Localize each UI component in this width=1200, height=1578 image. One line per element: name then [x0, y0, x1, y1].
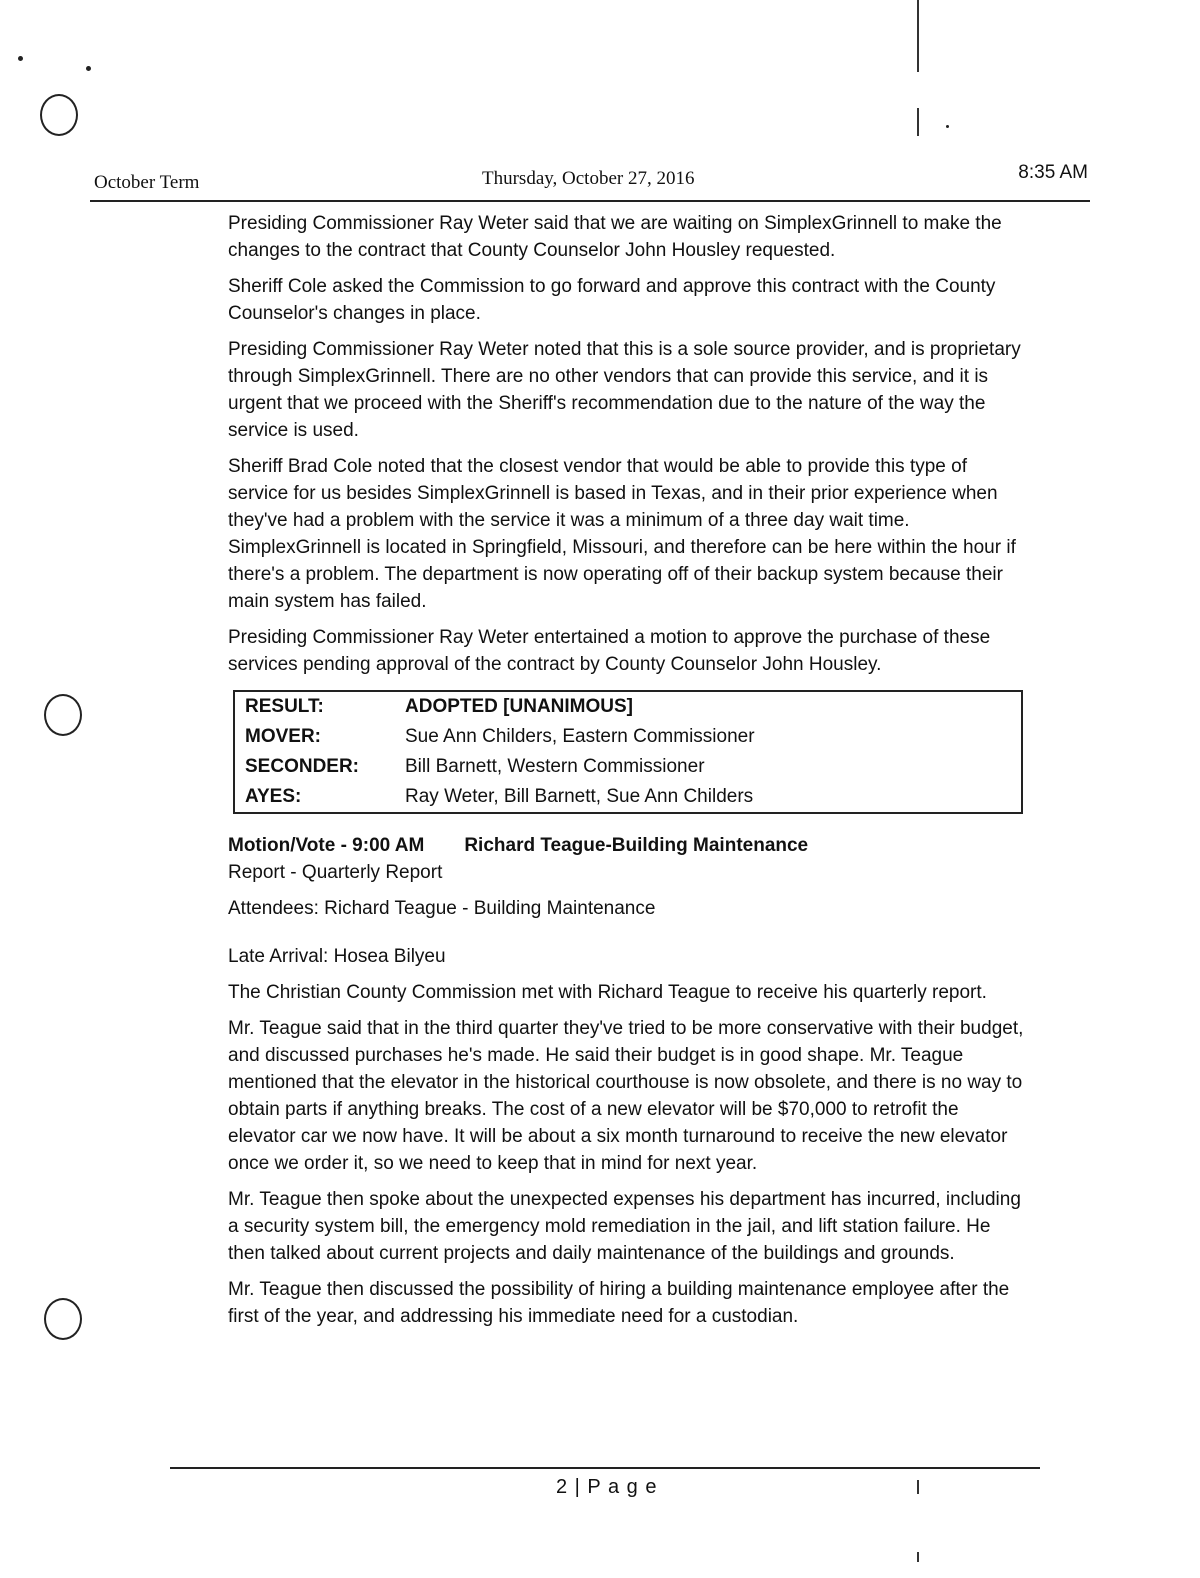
minutes-body: [228, 210, 1028, 1339]
vote-value: Sue Ann Childers, Eastern Commissioner: [405, 726, 755, 747]
scan-speck: [946, 125, 949, 128]
paragraph: The Christian County Commission met with Richard Teague to receive his quarterly report.: [228, 982, 987, 1003]
page-number: 2 | P a g e: [556, 1476, 658, 1498]
paragraph: Presiding Commissioner Ray Weter said that we are waiting on SimplexGrinnell to make the changes to the contract that County Counselor John Housley requested.: [228, 213, 1002, 261]
paragraph: Mr. Teague then discussed the possibility of hiring a building maintenance employee after the first of the year, and addressing his immediate need for a custodian.: [228, 1279, 1010, 1327]
paragraph: Presiding Commissioner Ray Weter entertained a motion to approve the purchase of these services pending approval of the contract by County Counselor John Housley.: [228, 627, 991, 675]
scan-line: [917, 108, 919, 136]
vote-row-seconder: [234, 752, 1022, 782]
vote-label: SECONDER:: [245, 756, 360, 777]
vote-label: RESULT:: [245, 696, 324, 717]
punch-hole-icon: [44, 1298, 82, 1340]
item-type-time: Motion/Vote - 9:00 AM: [228, 835, 425, 856]
item-report: Report - Quarterly Report: [228, 862, 443, 883]
meeting-time: 8:35 AM: [1018, 162, 1088, 183]
scan-speck: [18, 56, 23, 61]
paragraph: Sheriff Cole asked the Commission to go forward and approve this contract with the County Counselor's changes in place.: [228, 276, 996, 324]
paragraph: Mr. Teague then spoke about the unexpected expenses his department has incurred, including a security system bill, the emergency mold remediation in the jail, and lift station failure. He then talked about current projects and daily maintenance of the buildings and grounds.: [228, 1189, 1021, 1264]
item-title: Richard Teague-Building Maintenance: [464, 835, 809, 856]
meeting-date: Thursday, October 27, 2016: [482, 168, 695, 189]
vote-value: Ray Weter, Bill Barnett, Sue Ann Childers: [405, 786, 754, 807]
paragraph: Presiding Commissioner Ray Weter noted that this is a sole source provider, and is proprietary through SimplexGrinnell. There are no other vendors that can provide this service, and it is urgent that we proceed with the Sheriff's recommendation due to the nature of the way the service is used.: [228, 339, 1021, 441]
vote-label: AYES:: [245, 786, 302, 807]
vote-value: Bill Barnett, Western Commissioner: [405, 756, 705, 777]
scan-line: [917, 1480, 919, 1494]
vote-label: MOVER:: [245, 726, 321, 747]
punch-hole-icon: [44, 694, 82, 736]
item-late-arrival: Late Arrival: Hosea Bilyeu: [228, 946, 446, 967]
paragraph: Mr. Teague said that in the third quarter they've tried to be more conservative with their budget, and discussed purchases he's made. He said their budget is in good shape. Mr. Teague mentioned that the elevator in the historical courthouse is now obsolete, and there is no way to obtain parts if anything breaks. The cost of a new elevator will be $70,000 to retrofit the elevator car we now have. It will be about a six month turnaround to receive the new elevator once we order it, so we need to keep that in mind for next year.: [228, 1018, 1024, 1174]
scan-line: [917, 0, 919, 72]
vote-row-ayes: [234, 782, 1022, 813]
vote-value: ADOPTED [UNANIMOUS]: [405, 696, 633, 717]
scan-line: [917, 1552, 919, 1562]
punch-hole-icon: [40, 94, 78, 136]
vote-result-table: [233, 690, 1023, 814]
vote-row-result: [234, 691, 1022, 722]
footer-divider: [170, 1467, 1040, 1469]
vote-row-mover: [234, 722, 1022, 752]
paragraph: Sheriff Brad Cole noted that the closest vendor that would be able to provide this type of service for us besides SimplexGrinnell is based in Texas, and in their prior experience when they've had a problem with the service it was a minimum of a three day wait time. SimplexGrinnell is located in Springfield, Missouri, and therefore can be here within the hour if there's a problem. The department is now operating off of their backup system because their main system has failed.: [228, 456, 1016, 612]
item-attendees: Attendees: Richard Teague - Building Maintenance: [228, 898, 656, 919]
scan-speck: [86, 66, 91, 71]
term-label: October Term: [94, 172, 200, 193]
agenda-item-heading: [228, 832, 1028, 859]
page-header: [90, 160, 1090, 202]
